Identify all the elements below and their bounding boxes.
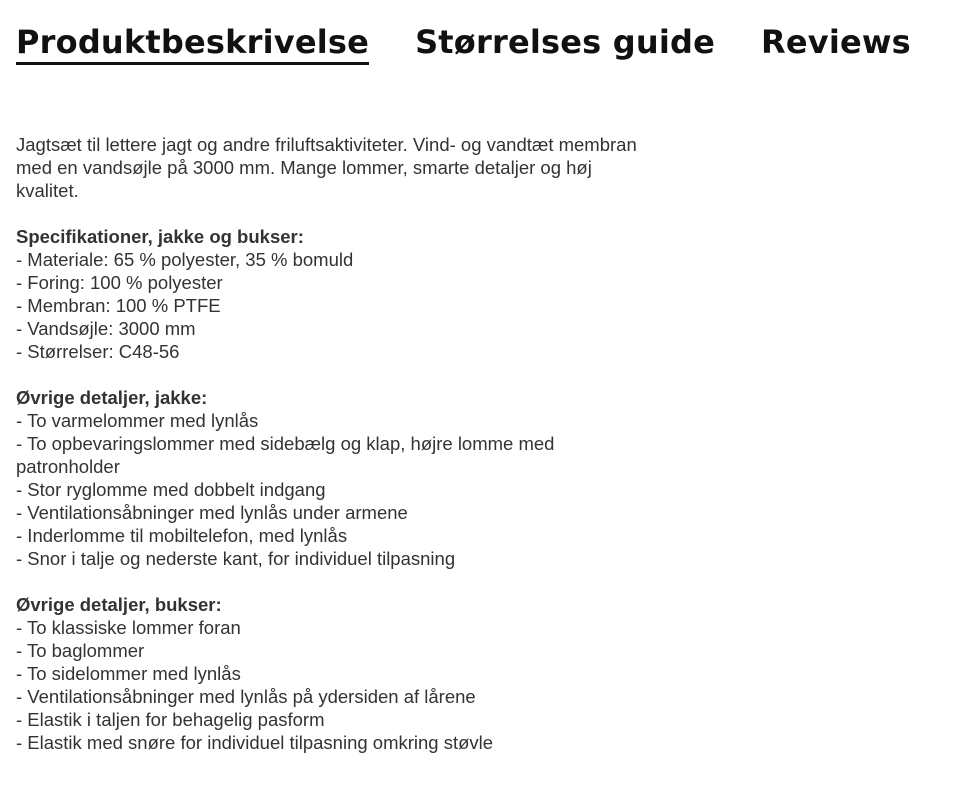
section-trousers-details <box>16 593 656 754</box>
list-item: - To sidelommer med lynlås <box>16 663 241 684</box>
list-item: - Ventilationsåbninger med lynlås under armene <box>16 502 408 523</box>
trousers-details-list <box>16 616 656 754</box>
list-item: - To varmelommer med lynlås <box>16 410 259 431</box>
list-item: - Membran: 100 % PTFE <box>16 295 221 316</box>
section-jacket-details <box>16 386 656 570</box>
list-item: - To klassiske lommer foran <box>16 617 241 638</box>
description-intro: Jagtsæt til lettere jagt og andre friluftsaktiviteter. Vind- og vandtæt membran med en vandsøjle på 3000 mm. Mange lommer, smarte detaljer og høj kvalitet. <box>16 134 637 201</box>
product-description <box>16 133 656 754</box>
spec-list <box>16 248 656 363</box>
tab-storrelses-guide[interactable]: Størrelses guide <box>415 23 716 61</box>
list-item: - Størrelser: C48-56 <box>16 341 180 362</box>
section-specifications <box>16 225 656 363</box>
list-item: - Snor i talje og nederste kant, for individuel tilpasning <box>16 548 456 569</box>
tab-bar <box>16 22 957 65</box>
section-title: Øvrige detaljer, jakke: <box>16 387 208 408</box>
list-item: - Elastik med snøre for individuel tilpasning omkring støvle <box>16 732 494 753</box>
list-item: - Ventilationsåbninger med lynlås på ydersiden af lårene <box>16 686 476 707</box>
tab-reviews[interactable]: Reviews <box>761 23 911 61</box>
tab-produktbeskrivelse[interactable]: Produktbeskrivelse <box>16 22 369 65</box>
section-title: Specifikationer, jakke og bukser: <box>16 226 304 247</box>
list-item: - Inderlomme til mobiltelefon, med lynlås <box>16 525 348 546</box>
list-item: - Materiale: 65 % polyester, 35 % bomuld <box>16 249 354 270</box>
list-item: - To opbevaringslommer med sidebælg og klap, højre lomme med patronholder <box>16 433 555 477</box>
jacket-details-list <box>16 409 656 570</box>
list-item: - Stor ryglomme med dobbelt indgang <box>16 479 326 500</box>
list-item: - Elastik i taljen for behagelig pasform <box>16 709 325 730</box>
list-item: - To baglommer <box>16 640 145 661</box>
section-title: Øvrige detaljer, bukser: <box>16 594 222 615</box>
list-item: - Vandsøjle: 3000 mm <box>16 318 196 339</box>
list-item: - Foring: 100 % polyester <box>16 272 223 293</box>
